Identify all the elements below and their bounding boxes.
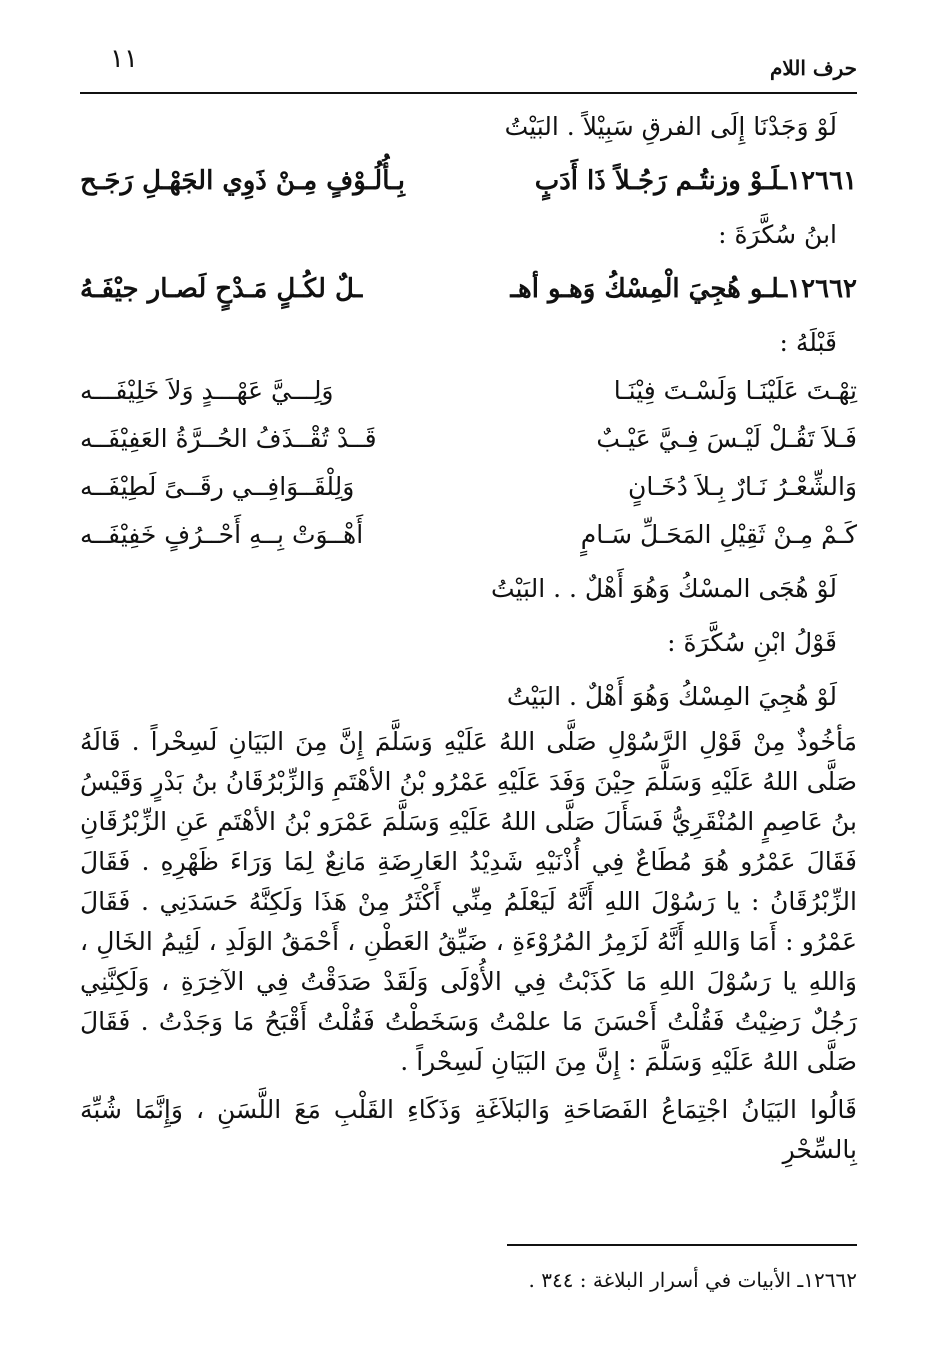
page-body [80,110,857,1170]
commentary-paragraph: مَأخُوذٌ مِنْ قَوْلِ الرَّسُوْلِ صَلَّى اللهُ عَلَيْهِ وَسَلَّمَ إِنَّ مِنَ البَيَانِ لَسِحْراً . قَالَهُ صَلَّى اللهُ عَلَيْهِ وَسَلَّمَ حِيْنَ وَفَدَ عَلَيْهِ عَمْرُو بْنُ الأهْتَمِ وَالزِّبْرُقَانُ بنُ بَدْرٍ وَقَيْسُ بنُ عَاصِمٍ المُنْقَرِيُّ فَسَأَلَ صَلَّى اللهُ عَلَيْهِ وَسَلَّمَ عَمْرَو بْنُ الأهْتَمِ عَنِ الزِّبْرُقَانِ فَقَالَ عَمْرُو هُوَ مُطَاعٌ فِي أُذْنَيْهِ شَدِيْدُ العَارِضَةِ مَانِعٌ لِمَا وَرَاءَ ظَهْرِهِ . فَقَالَ الزِّبْرُقَانُ : يا رَسُوْلَ اللهِ أَنَّهُ لَيَعْلَمُ مِنِّي أَكْثَرُ مِنْ هَذَا وَلَكِنَّهُ حَسَدَنِي . فَقَالَ عَمْرُو : أَمَا وَاللهِ أَنَّهُ لَزَمِرُ المُرُوْءَةِ ، ضَيِّقُ العَطْنِ ، أَحْمَقُ الوَلَدِ ، لَئِيمُ الخَالِ ، وَاللهِ يا رَسُوْلَ اللهِ مَا كَذَبْتُ فِي الأُوْلَى وَلَقَدْ صَدَقْتُ فِي الآخِرَةِ ، وَلَكِنَّنِي رَجُلٌ رَضِيْتُ فَقُلْتُ أَحْسَنَ مَا علمْتُ وَسَخَطْتُ فَقُلْتُ أَقْبَحُ مَا وَجَدْتُ . فَقَالَ صَلَّى اللهُ عَلَيْهِ وَسَلَّمَ : إِنَّ مِنَ البَيَانِ لَسِحْراً . [80,727,857,1076]
verse-row [80,374,857,408]
verse-row [80,518,857,552]
verse-text: لَـوْ وزنتُـم رَجُـلاً ذَا أَدَبٍ [534,166,780,196]
verse-text: لـو هُجِيَ الْمِسْكُ وَهـو أهـ [510,274,780,304]
verse-number: ١٢٦٦٢ـ [779,274,857,304]
text-line: ابنُ سُكَّرَةَ : [718,220,837,249]
verse-second-hemistich: وَلِلْقَــوَافِــي رقَــىً لَطِيْفَــه [80,472,355,501]
page-header [80,40,857,94]
verse-first-hemistich [517,164,857,198]
verse-second-hemistich: وَلِـــيَّ عَهْـــدٍ وَلاَ خَلِيْفَـــه [80,376,334,405]
verse-number: ١٢٦٦١ـ [779,166,857,196]
verse-12662 [80,272,857,306]
verse-row [80,422,857,456]
verse-second-hemistich: ـلٌ لكُـلٍ مَـدْحٍ لَصـار جيْفَـهُ [80,274,363,304]
page-number: ١١ [110,44,138,74]
verse-first-hemistich: كَـمْ مِـنْ ثَقِيْلِ المَحَـلِّ سَـامٍ [580,520,857,549]
verse-second-hemistich: بِـأُلُـوْفٍ مِـنْ ذَوِي الجَهْـلِ رَجَـح [80,166,405,196]
text-line: لَوْ وَجَدْنَا إِلَى الفرقِ سَبِيْلاً . البَيْتُ [504,112,837,141]
text-line: لَوْ هُجَى المسْكُ وَهُوَ أَهْلٌ . . البَيْتُ [490,574,837,603]
verse-first-hemistich [510,272,857,306]
section-title: حرف اللام [769,56,857,80]
verse-first-hemistich: وَالشِّعْـرُ نَـارٌ بِـلاَ دُخَـانٍ [627,472,857,501]
verse-row [80,470,857,504]
text-line: قَوْلُ ابْنِ سُكَّرَةَ : [667,628,837,657]
commentary-paragraph: قَالُوا البَيَانُ اجْتِمَاعُ الفَصَاحَةِ وَالبَلاَغَةِ وَذَكَاءِ القَلْبِ مَعَ اللَّسَنِ ، وَإِنَّمَا شُبِّهَ بِالسِّحْرِ [80,1095,857,1164]
verse-first-hemistich: فَـلاَ تَقُـلْ لَيْـسَ فِـيَّ عَيْـبٌ [596,424,857,453]
verse-second-hemistich: أَهْــوَتْ بِــهِ أَحْــرُفٍ خَفِيْفَــه [80,520,364,549]
text-line: قَبْلَهُ : [779,328,837,357]
verse-second-hemistich: قَــدْ تُقْــذَفُ الحُــرَّةُ العَفِيْفَــه [80,424,377,453]
footnote-divider [507,1244,857,1246]
footnote: ١٢٦٦٢ـ الأبيات في أسرار البلاغة : ٣٤٤ . [528,1268,857,1292]
verse-first-hemistich: تِهْـتَ عَلَيْنَـا وَلَسْـتَ فِيْنَـا [613,376,857,405]
text-line: لَوْ هُجِيَ المِسْكُ وَهُوَ أَهْلٌ . البَيْتُ [506,682,837,711]
verse-12661 [80,164,857,198]
